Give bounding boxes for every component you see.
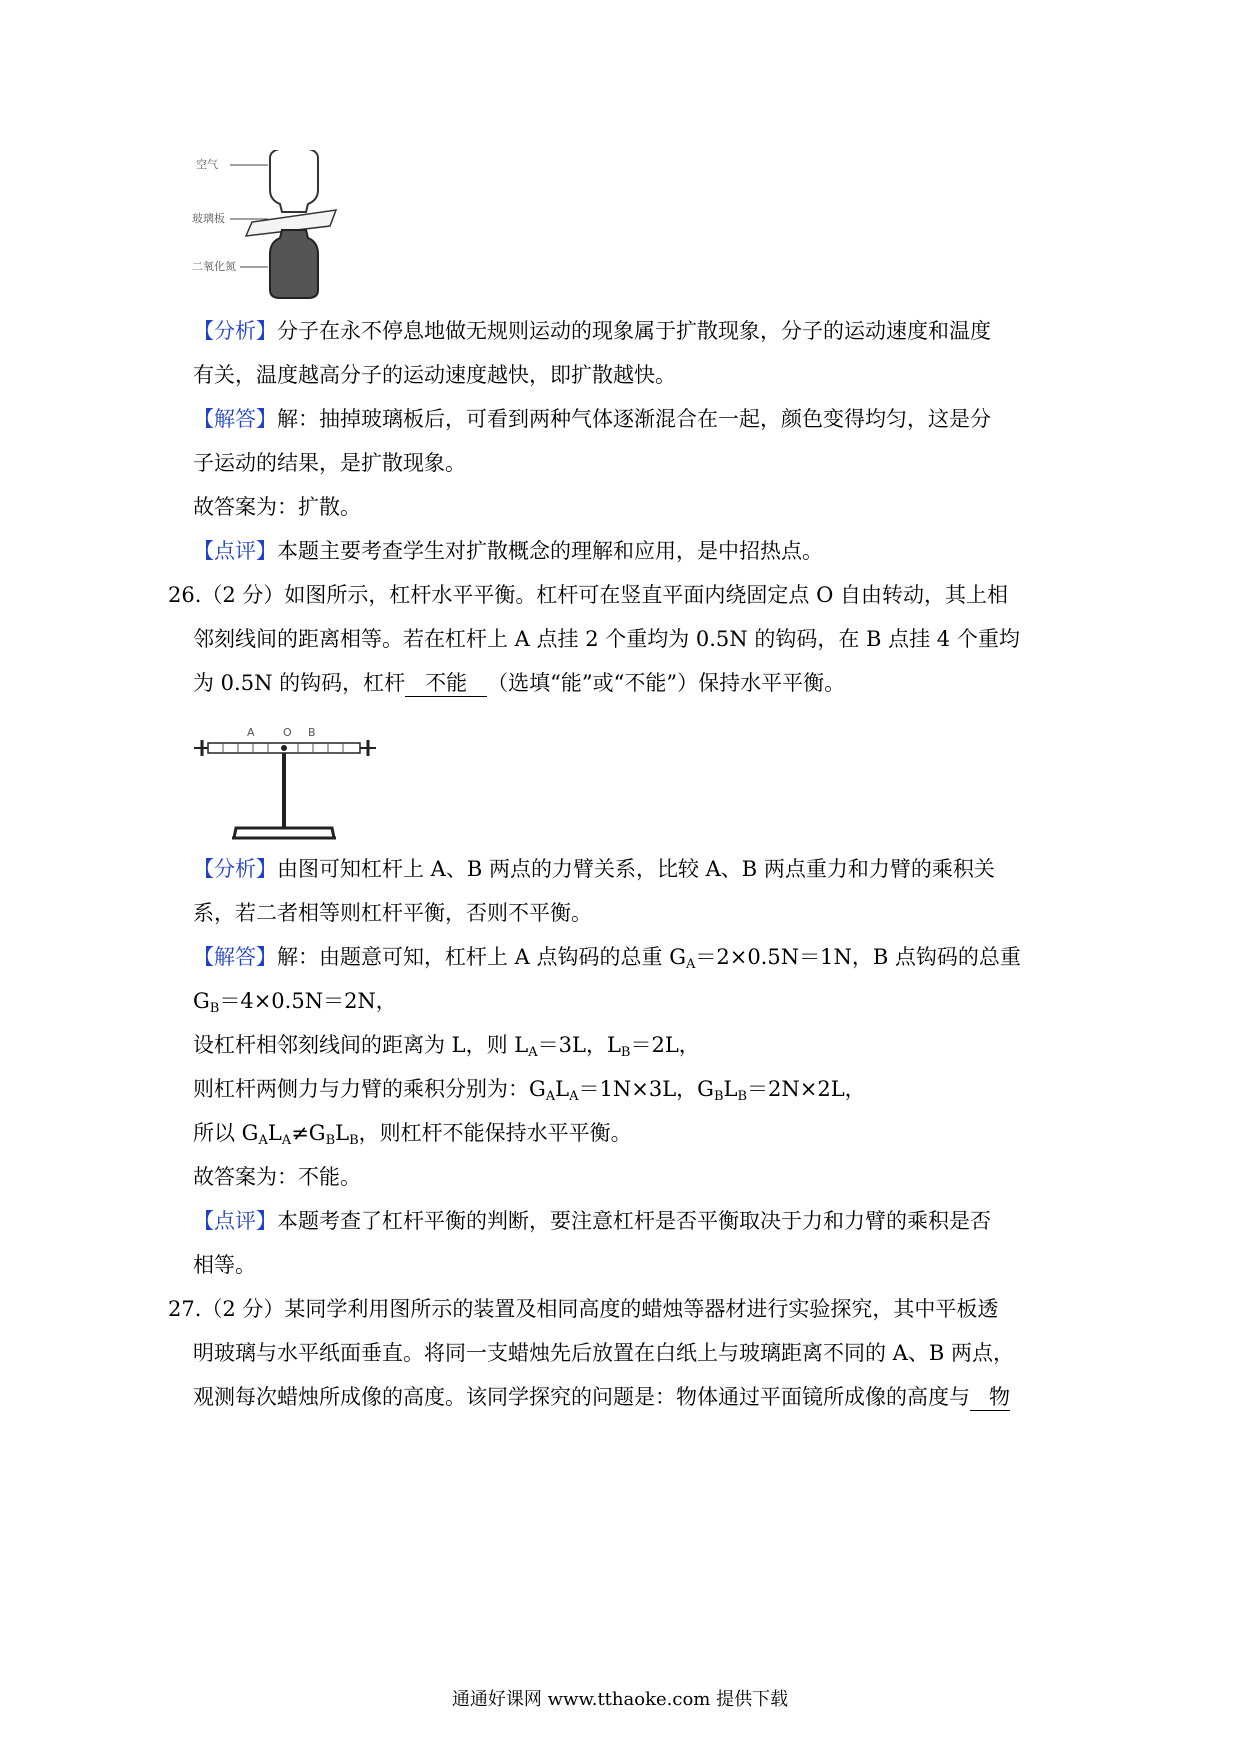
q25-analysis-cont: 有关，温度越高分子的运动速度越快，即扩散越快。 — [193, 363, 676, 387]
answer-tag: 【解答】 — [193, 945, 277, 969]
q25-answer: 【解答】解：抽掉玻璃板后，可看到两种气体逐渐混合在一起，颜色变得均匀，这是分 — [193, 407, 991, 431]
q26-analysis: 【分析】由图可知杠杆上 A、B 两点的力臂关系，比较 A、B 两点重力和力臂的乘积关 — [193, 857, 995, 881]
q26-final-answer: 故答案为：不能。 — [193, 1165, 361, 1189]
analysis-tag: 【分析】 — [193, 319, 277, 343]
answer-tag: 【解答】 — [193, 407, 277, 431]
comment-tag: 【点评】 — [193, 1209, 277, 1233]
analysis-tag: 【分析】 — [193, 857, 277, 881]
lever-label-b: B — [308, 726, 316, 739]
page-footer: 通通好课网 www.tthaoke.com 提供下载 — [451, 1689, 789, 1710]
q27-stem-blank-line: 观测每次蜡烛所成像的高度。该同学探究的问题是：物体通过平面镜所成像的高度与 物 — [193, 1385, 1010, 1409]
q25-final-answer: 故答案为：扩散。 — [193, 495, 361, 519]
q26-analysis-cont: 系，若二者相等则杠杆平衡，否则不平衡。 — [193, 901, 592, 925]
q26-answer-line2: $G_B=4\times 0.5N=2N$， — [193, 989, 397, 1016]
lever-label-a: A — [247, 726, 255, 739]
q27-stem-cont: 明玻璃与水平纸面垂直。将同一支蜡烛先后放置在白纸上与玻璃距离不同的 A、B 两点， — [193, 1341, 1014, 1365]
q26-stem-cont: 邻刻线间的距离相等。若在杠杆上 A 点挂 2 个重均为 0.5N 的钩码，在 B 点挂 4 个重均 — [193, 627, 1020, 651]
q26-stem-blank-line: 为 0.5N 的钩码，杠杆 不能 （选填“能”或“不能”）保持水平平衡。 — [193, 671, 846, 695]
q26-answer-blank: 不能 — [405, 670, 487, 697]
lower-bottle-icon — [270, 230, 318, 298]
lever-figure — [190, 720, 390, 845]
q26-comment-cont: 相等。 — [193, 1253, 256, 1277]
q25-answer-cont: 子运动的结果，是扩散现象。 — [193, 451, 466, 475]
q26-answer-line5: 所以 $G_AL_A\ne G_BL_B$，则杠杆不能保持水平平衡。 — [193, 1121, 632, 1148]
q26-stem: 26.（2 分）如图所示，杠杆水平平衡。杠杆可在竖直平面内绕固定点 O 自由转动，其上相 — [168, 583, 1008, 607]
q27-answer-blank: 物 — [970, 1384, 1010, 1411]
upper-bottle-icon — [270, 150, 318, 212]
q26-comment: 【点评】本题考查了杠杆平衡的判断，要注意杠杆是否平衡取决于力和力臂的乘积是否 — [193, 1209, 991, 1233]
q26-answer-line3: 设杠杆相邻刻线间的距离为 L，则 $L_A=3L$，$L_B=2L$， — [193, 1033, 700, 1060]
q25-comment: 【点评】本题主要考查学生对扩散概念的理解和应用，是中招热点。 — [193, 539, 823, 563]
q27-stem: 27.（2 分）某同学利用图所示的装置及相同高度的蜡烛等器材进行实验探究，其中平板透 — [168, 1297, 999, 1321]
label-glass-plate: 玻璃板 — [192, 212, 225, 225]
q26-answer: 【解答】解：由题意可知，杠杆上 A 点钩码的总重 $G_A=2\times 0.5N=1N$，B 点钩码的总重 — [193, 945, 1021, 972]
comment-tag: 【点评】 — [193, 539, 277, 563]
q25-analysis: 【分析】分子在永不停息地做无规则运动的现象属于扩散现象，分子的运动速度和温度 — [193, 319, 991, 343]
diffusion-figure — [190, 150, 370, 310]
label-gas: 二氧化氮 — [192, 260, 236, 273]
label-air: 空气 — [196, 158, 218, 171]
q26-answer-line4: 则杠杆两侧力与力臂的乘积分别为：$G_AL_A=1N\times 3L$，$G_BL_B=2N\times 2L$， — [193, 1077, 866, 1104]
lever-label-o: O — [283, 726, 292, 739]
